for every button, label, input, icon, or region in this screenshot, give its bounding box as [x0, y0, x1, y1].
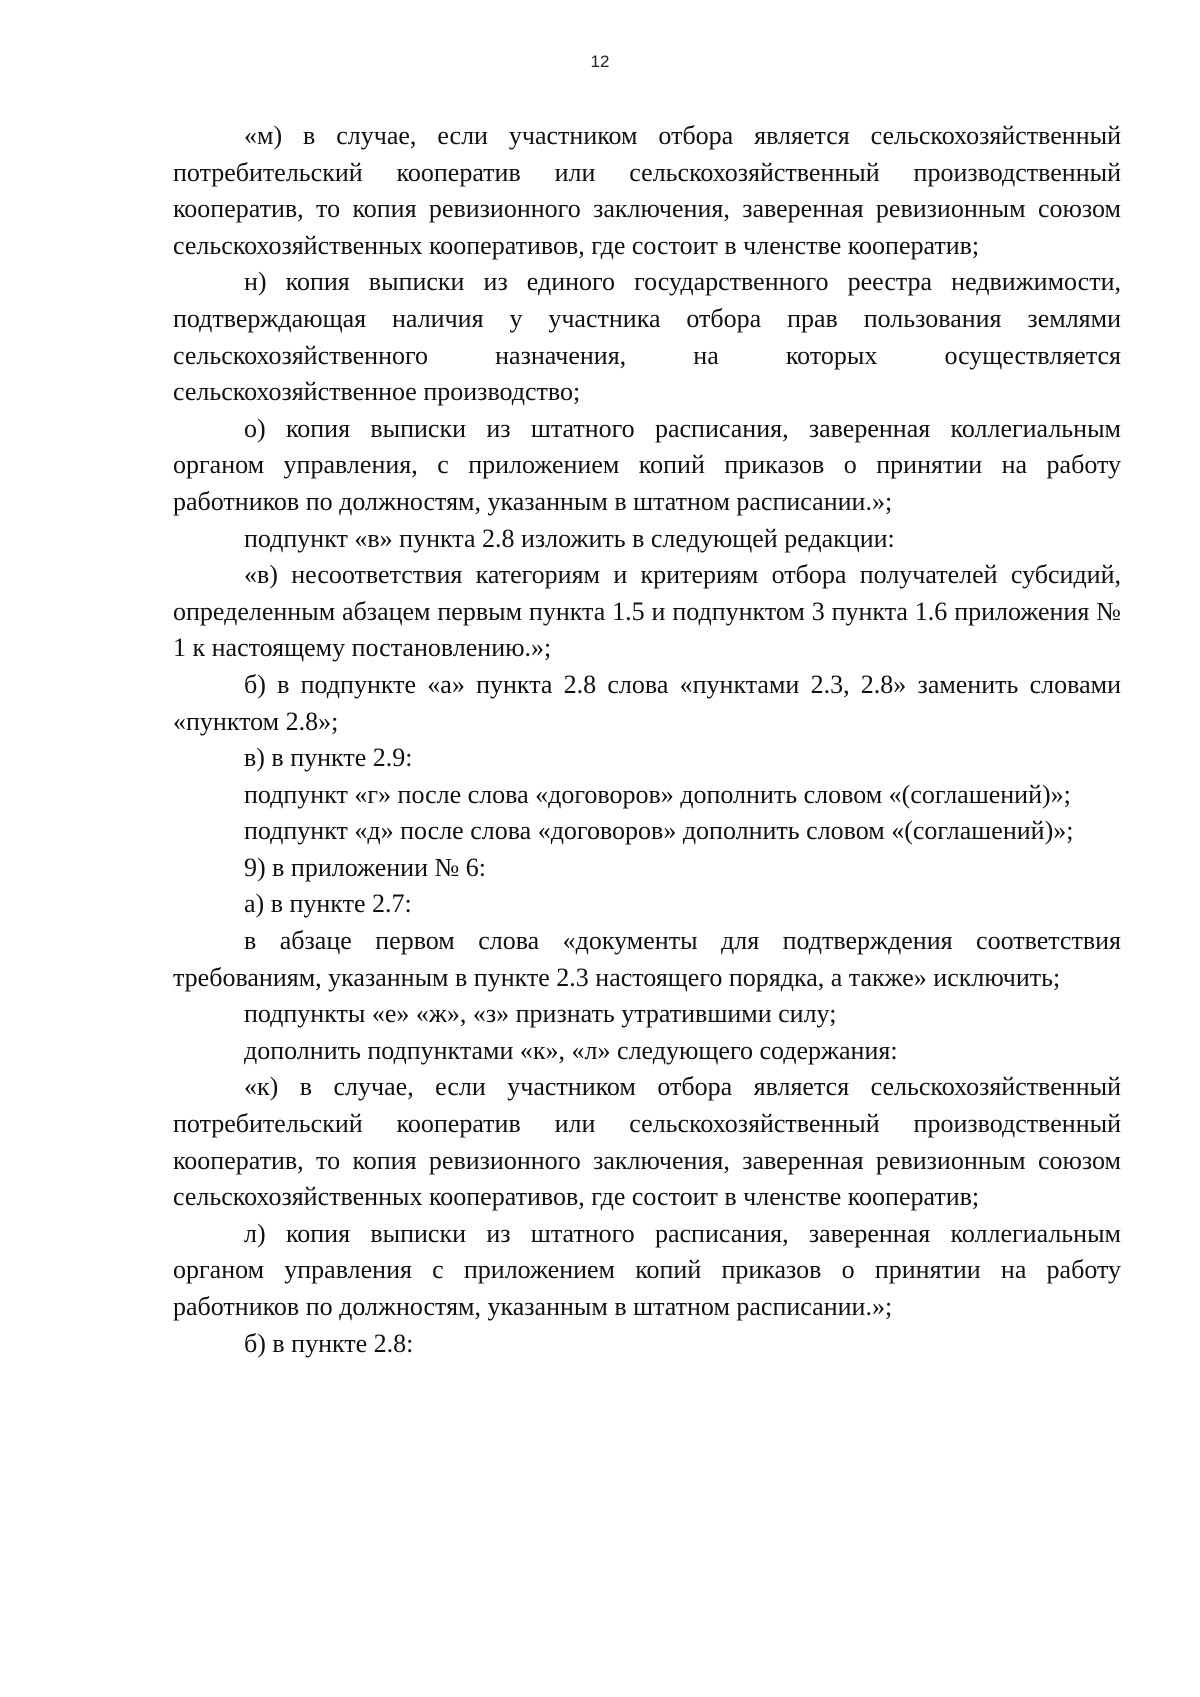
- page-number: 12: [590, 52, 610, 71]
- paragraph-b-2-8: б) в подпункте «а» пункта 2.8 слова «пунктами 2.3, 2.8» заменить словами «пунктом 2.8»;: [173, 669, 1121, 736]
- paragraph-l: л) копия выписки из штатного расписания, заверенная коллегиальным органом управления с приложением копий приказов о принятии на работу работников по должностям, указанным в штатном расписании.»;: [173, 1218, 1121, 1321]
- paragraph-k: «к) в случае, если участником отбора является сельскохозяйственный потребительский кооператив или сельскохозяйственный производственный кооператив, то копия ревизионного заключения, заверенная ревизионным союзом сельскохозяйственных кооперативов, где состоит в членстве кооператив;: [173, 1072, 1121, 1212]
- paragraph-subpoint-d: подпункт «д» после слова «договоров» дополнить словом «(соглашений)»;: [244, 816, 1074, 846]
- paragraph-add-subpoints: дополнить подпунктами «к», «л» следующего содержания:: [244, 1035, 898, 1065]
- paragraph-appendix-6: 9) в приложении № 6:: [244, 852, 487, 882]
- paragraph-n: н) копия выписки из единого государственного реестра недвижимости, подтверждающая наличия у участника отбора прав пользования землями сельскохозяйственного назначения, на которых осуществляется сельскохозяйственное производство;: [173, 267, 1121, 407]
- paragraph-v-2-9: в) в пункте 2.9:: [244, 743, 413, 773]
- paragraph-a-2-7: а) в пункте 2.7:: [244, 889, 412, 919]
- paragraph-subpoint-v-edit: подпункт «в» пункта 2.8 изложить в следующей редакции:: [244, 523, 895, 553]
- paragraph-v-text: «в) несоответствия категориям и критериям отбора получателей субсидий, определенным абзацем первым пункта 1.5 и подпунктом 3 пункта 1.6 приложения № 1 к настоящему постановлению.»;: [173, 560, 1121, 663]
- paragraph-b-2-8-final: б) в пункте 2.8:: [244, 1328, 414, 1358]
- paragraph-o: о) копия выписки из штатного расписания, заверенная коллегиальным органом управления, с приложением копий приказов о принятии на работу работников по должностям, указанным в штатном расписании.»;: [173, 413, 1121, 516]
- paragraph-subpoint-g: подпункт «г» после слова «договоров» дополнить словом «(соглашений)»;: [244, 779, 1071, 809]
- paragraph-repealed: подпункты «е» «ж», «з» признать утратившими силу;: [244, 999, 837, 1029]
- paragraph-first-clause: в абзаце первом слова «документы для подтверждения соответствия требованиям, указанным в пункте 2.3 настоящего порядка, а также» исключить;: [173, 926, 1121, 992]
- document-body: [173, 118, 1121, 1362]
- paragraph-m: «м) в случае, если участником отбора является сельскохозяйственный потребительский кооператив или сельскохозяйственный производственный кооператив, то копия ревизионного заключения, заверенная ревизионным союзом сельскохозяйственных кооперативов, где состоит в членстве кооператив;: [173, 121, 1121, 260]
